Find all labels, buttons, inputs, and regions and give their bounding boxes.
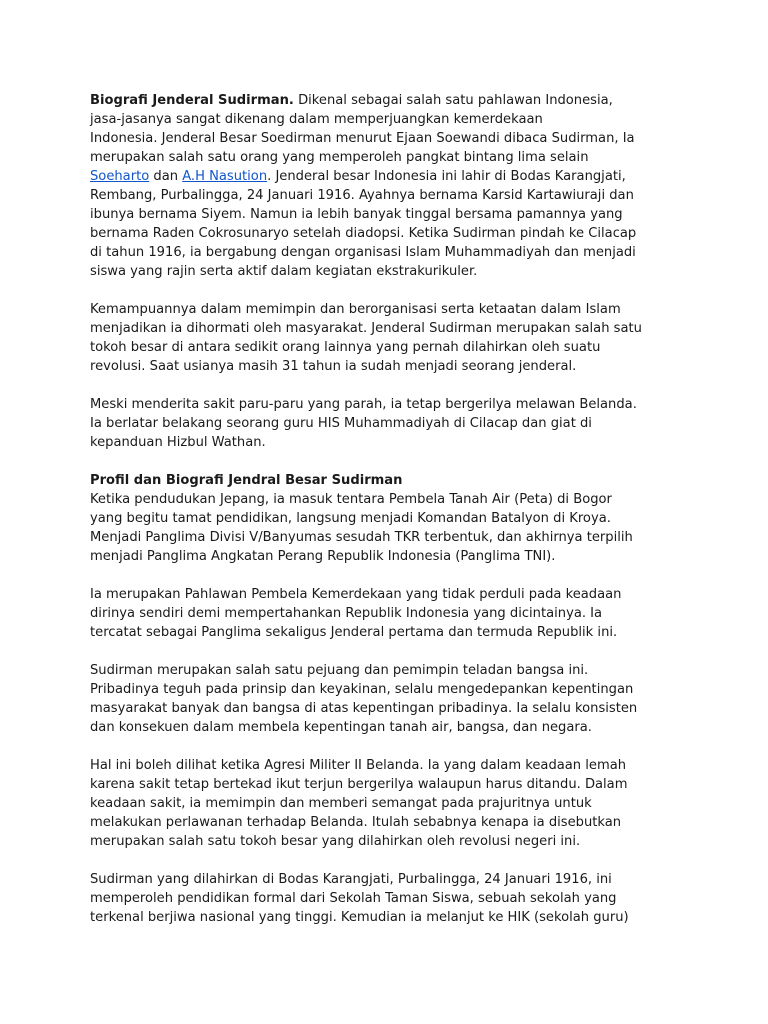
paragraph-illness: Meski menderita sakit paru-paru yang parah, ia tetap bergerilya melawan Belanda. Ia berlatar belakang seorang guru HIS Muhammadiyah di Cilacap dan giat di kepanduan Hizbul Wathan. <box>90 397 637 450</box>
paragraph-profile <box>90 471 690 566</box>
document-body <box>90 91 690 946</box>
link-soeharto[interactable]: Soeharto <box>90 169 150 184</box>
paragraph-leadership: Kemampuannya dalam memimpin dan berorganisasi serta ketaatan dalam Islam menjadikan ia dihormati oleh masyarakat. Jenderal Sudirman merupakan salah satu tokoh besar di antara sedikit orang lainnya yang pernah dilahirkan oleh suatu revolusi. Saat usianya masih 31 tahun ia sudah menjadi seorang jenderal. <box>90 302 642 374</box>
profile-text: Ketika pendudukan Jepang, ia masuk tentara Pembela Tanah Air (Peta) di Bogor yang begitu tamat pendidikan, langsung menjadi Komandan Batalyon di Kroya. Menjadi Panglima Divisi V/Banyumas sesudah TKR terbentuk, dan akhirnya terpilih menjadi Panglima Angkatan Perang Republik Indonesia (Panglima TNI). <box>90 492 633 564</box>
intro-text-b: dan <box>149 169 183 184</box>
paragraph-hero: Ia merupakan Pahlawan Pembela Kemerdekaan yang tidak perduli pada keadaan dirinya sendiri demi mempertahankan Republik Indonesia yang dicintainya. Ia tercatat sebagai Panglima sekaligus Jenderal pertama dan termuda Republik ini. <box>90 587 622 640</box>
intro-text-a: Dikenal sebagai salah satu pahlawan Indonesia, jasa-jasanya sangat dikenang dalam memperjuangkan kemerdekaan Indonesia. Jenderal Besar Soedirman menurut Ejaan Soewandi dibaca Sudirman, Ia merupakan salah satu orang yang memperoleh pangkat bintang lima selain <box>90 93 635 165</box>
paragraph-education: Sudirman yang dilahirkan di Bodas Karangjati, Purbalingga, 24 Januari 1916, ini memperoleh pendidikan formal dari Sekolah Taman Siswa, sebuah sekolah yang terkenal berjiwa nasional yang tinggi. Kemudian ia melanjut ke HIK (sekolah guru) <box>90 872 629 925</box>
intro-text-c: . Jenderal besar Indonesia ini lahir di Bodas Karangjati, Rembang, Purbalingga, 24 Januari 1916. Ayahnya bernama Karsid Kartawiuraji dan ibunya bernama Siyem. Namun ia lebih banyak tinggal bersama pamannya yang bernama Raden Cokrosunaryo setelah diadopsi. Ketika Sudirman pindah ke Cilacap di tahun 1916, ia bergabung dengan organisasi Islam Muhammadiyah dan menjadi siswa yang rajin serta aktif dalam kegiatan ekstrakurikuler. <box>90 169 637 279</box>
link-ah-nasution[interactable]: A.H Nasution <box>182 169 268 184</box>
paragraph-intro <box>90 91 690 281</box>
paragraph-aggression: Hal ini boleh dilihat ketika Agresi Militer II Belanda. Ia yang dalam keadaan lemah karena sakit tetap bertekad ikut terjun bergerilya walaupun harus ditandu. Dalam keadaan sakit, ia memimpin dan memberi semangat pada prajuritnya untuk melakukan perlawanan terhadap Belanda. Itulah sebabnya kenapa ia disebutkan merupakan salah satu tokoh besar yang dilahirkan oleh revolusi negeri ini. <box>90 758 628 849</box>
section-heading-profile: Profil dan Biografi Jendral Besar Sudirman <box>90 473 403 488</box>
document-title: Biografi Jenderal Sudirman. <box>90 93 294 108</box>
paragraph-role-model: Sudirman merupakan salah satu pejuang dan pemimpin teladan bangsa ini. Pribadinya teguh pada prinsip dan keyakinan, selalu mengedepankan kepentingan masyarakat banyak dan bangsa di atas kepentingan pribadinya. Ia selalu konsisten dan konsekuen dalam membela kepentingan tanah air, bangsa, dan negara. <box>90 663 638 735</box>
